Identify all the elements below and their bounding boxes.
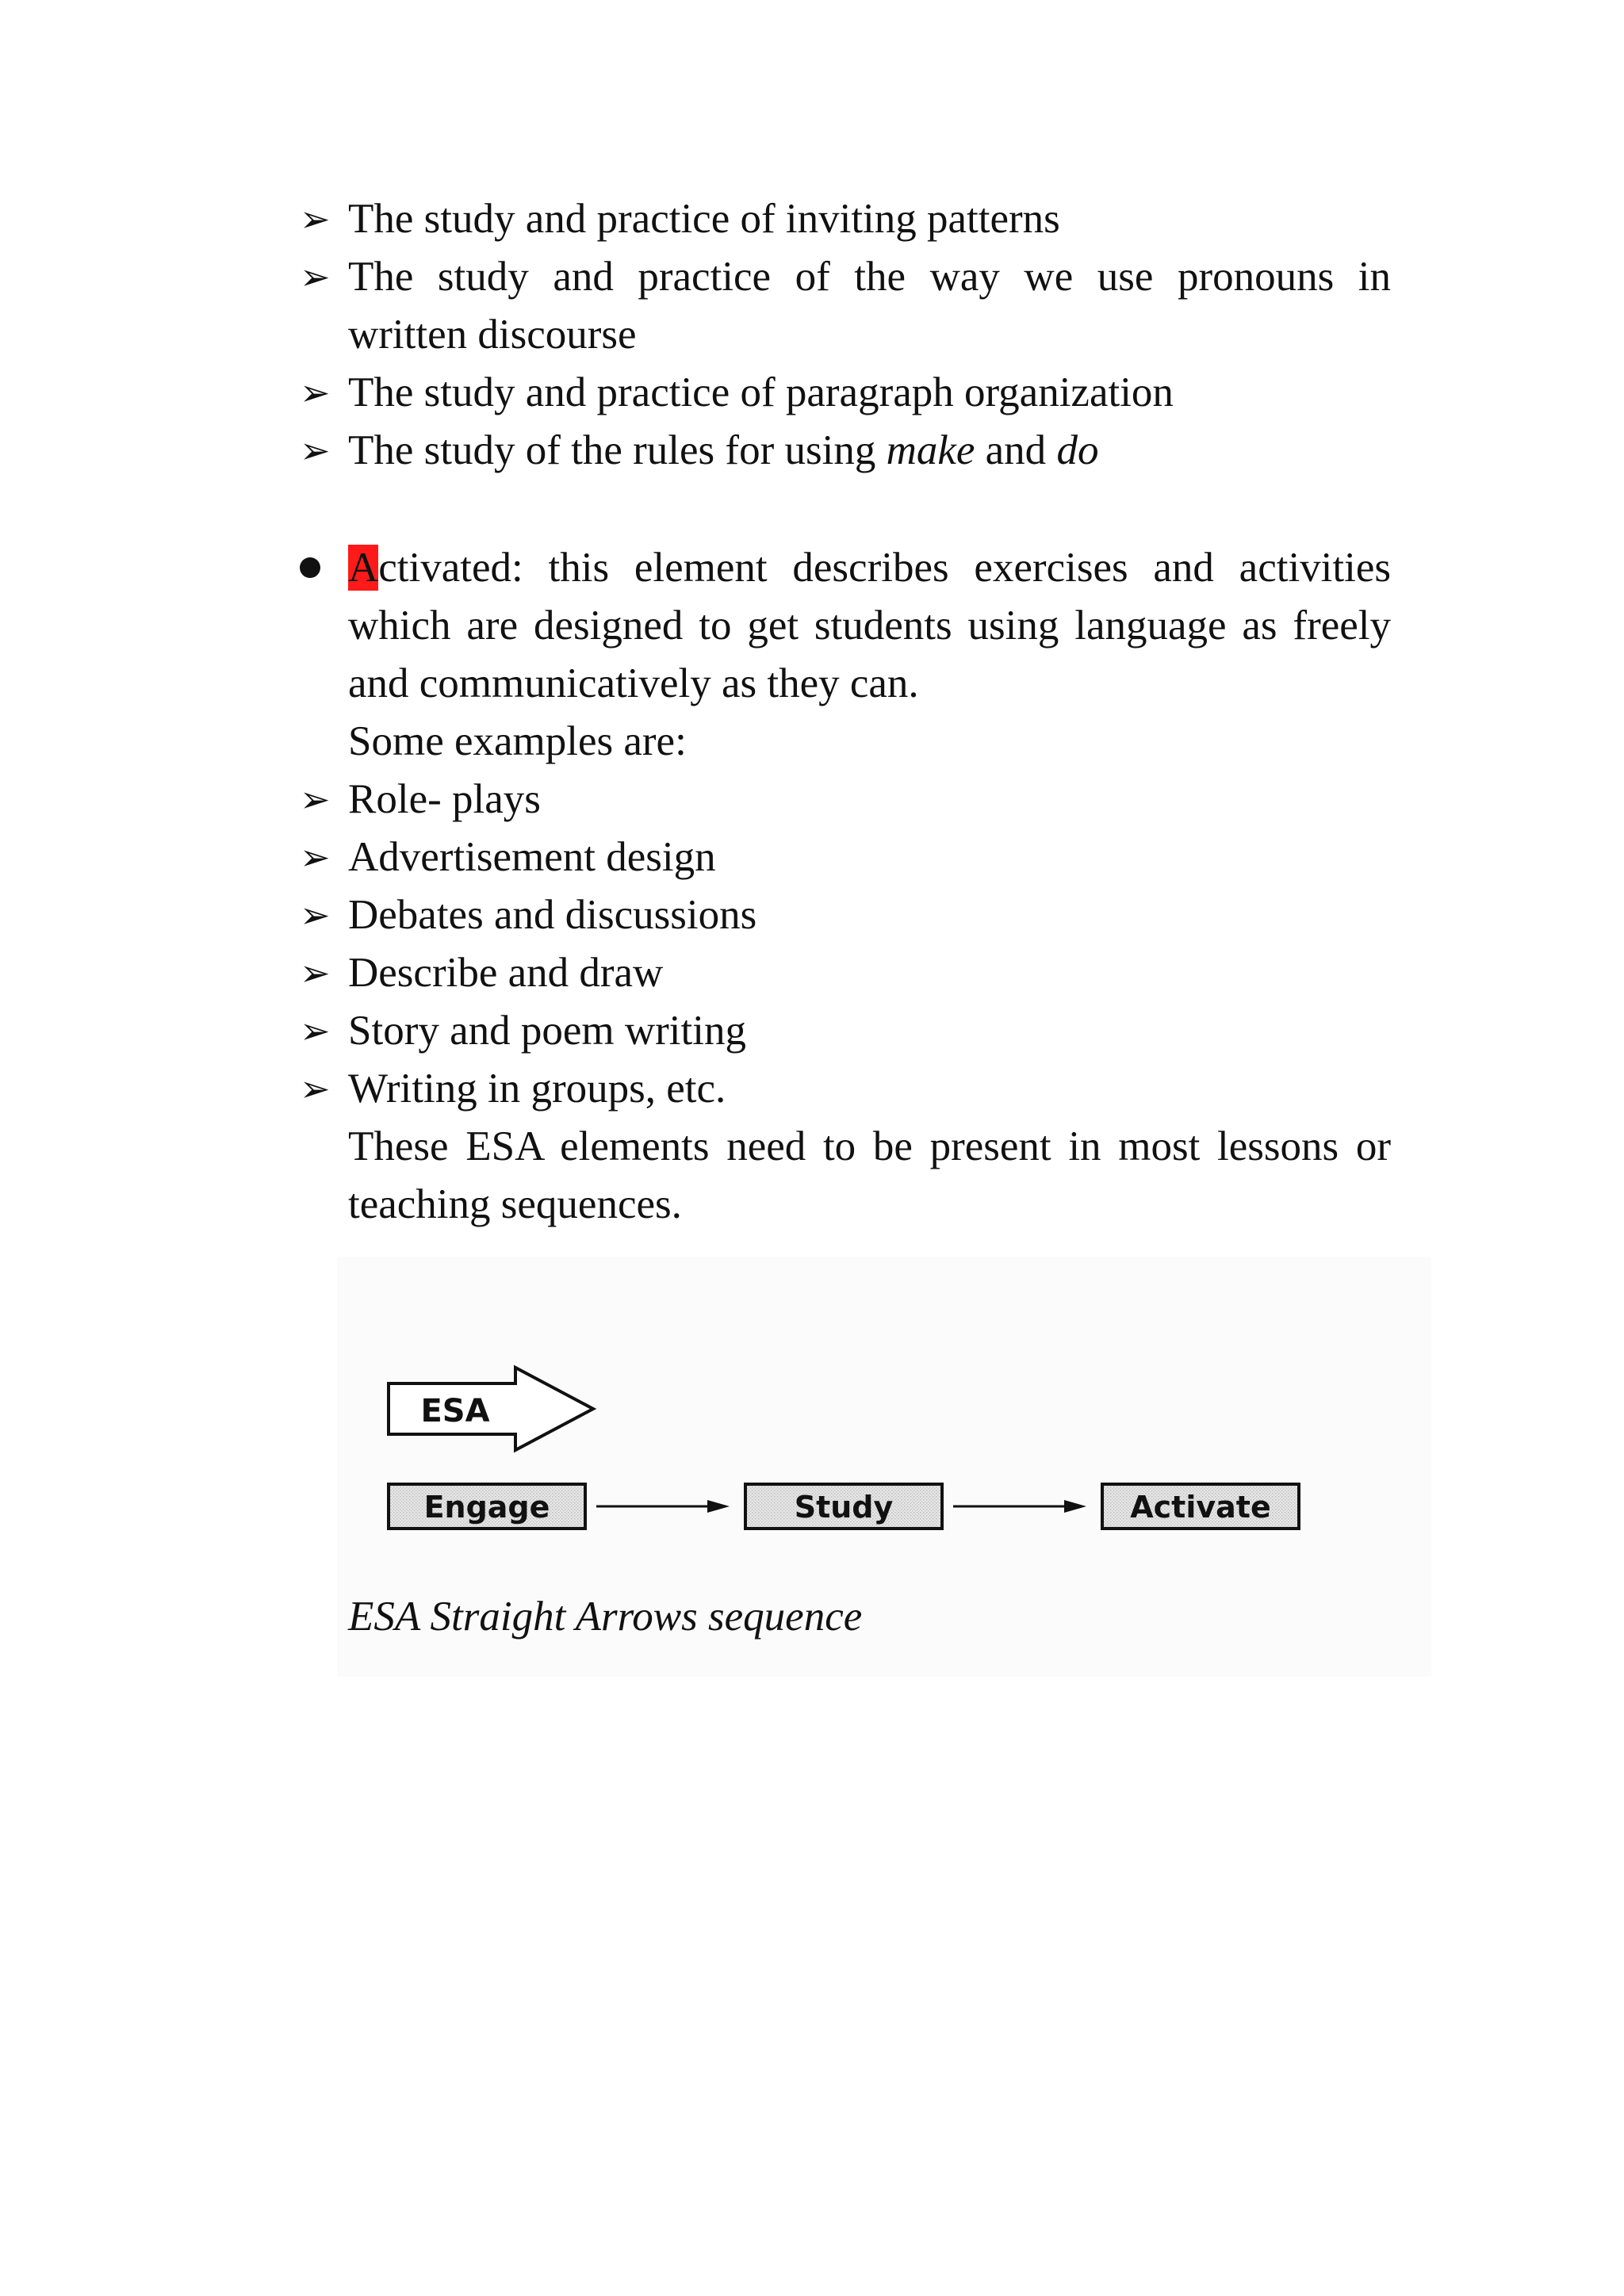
arrow-bullet-icon: ➢ [300,778,331,821]
stage-box-study [745,1484,942,1529]
list-item-make-do: The study of the rules for using make and do [348,427,1099,473]
example-item: Writing in groups, etc. [348,1066,726,1112]
activated-line-1: Activated: this element describes exercises and activities [348,545,1391,591]
connector-arrow-icon [953,1500,1086,1513]
example-item: Story and poem writing [348,1008,746,1054]
examples-intro: Some examples are: [348,718,687,764]
connector-arrow-icon [596,1500,730,1513]
esa-label: ESA [420,1393,490,1429]
figure-caption: ESA Straight Arrows sequence [348,1594,863,1640]
arrow-bullet-icon: ➢ [300,429,331,472]
stage-label: Study [794,1490,894,1525]
stage-box-engage [389,1484,585,1529]
closing-line-1: These ESA elements need to be present in most lessons or [348,1123,1391,1169]
activated-line-2: which are designed to get students using language as freely [348,603,1391,649]
arrow-bullet-icon: ➢ [300,197,331,240]
list-item-continuation: written discourse [348,312,637,358]
activated-line-3: and communicatively as they can. [348,660,919,706]
example-item: Describe and draw [348,950,664,996]
example-item: Advertisement design [348,834,716,880]
arrow-bullet-icon: ➢ [300,255,331,298]
list-item: The study and practice of inviting patterns [348,196,1060,242]
stage-label: Activate [1130,1490,1271,1525]
list-item: The study and practice of the way we use pronouns in [348,254,1391,300]
list-item: The study and practice of paragraph organization [348,369,1174,415]
arrow-bullet-icon: ➢ [300,951,331,994]
arrow-bullet-icon: ➢ [300,371,331,414]
stage-label: Engage [423,1490,550,1525]
esa-block-arrow-icon [389,1368,593,1450]
arrow-bullet-icon: ➢ [300,836,331,878]
example-item: Debates and discussions [348,892,757,938]
stage-box-activate [1102,1484,1299,1529]
arrow-bullet-icon: ➢ [300,1009,331,1052]
arrow-bullet-icon: ➢ [300,894,331,936]
closing-line-2: teaching sequences. [348,1181,682,1227]
esa-diagram [381,1360,1316,1542]
example-item: Role- plays [348,776,541,822]
arrow-bullet-icon: ➢ [300,1067,331,1110]
highlighted-letter: A [348,545,379,591]
bullet-dot-icon [300,557,320,578]
